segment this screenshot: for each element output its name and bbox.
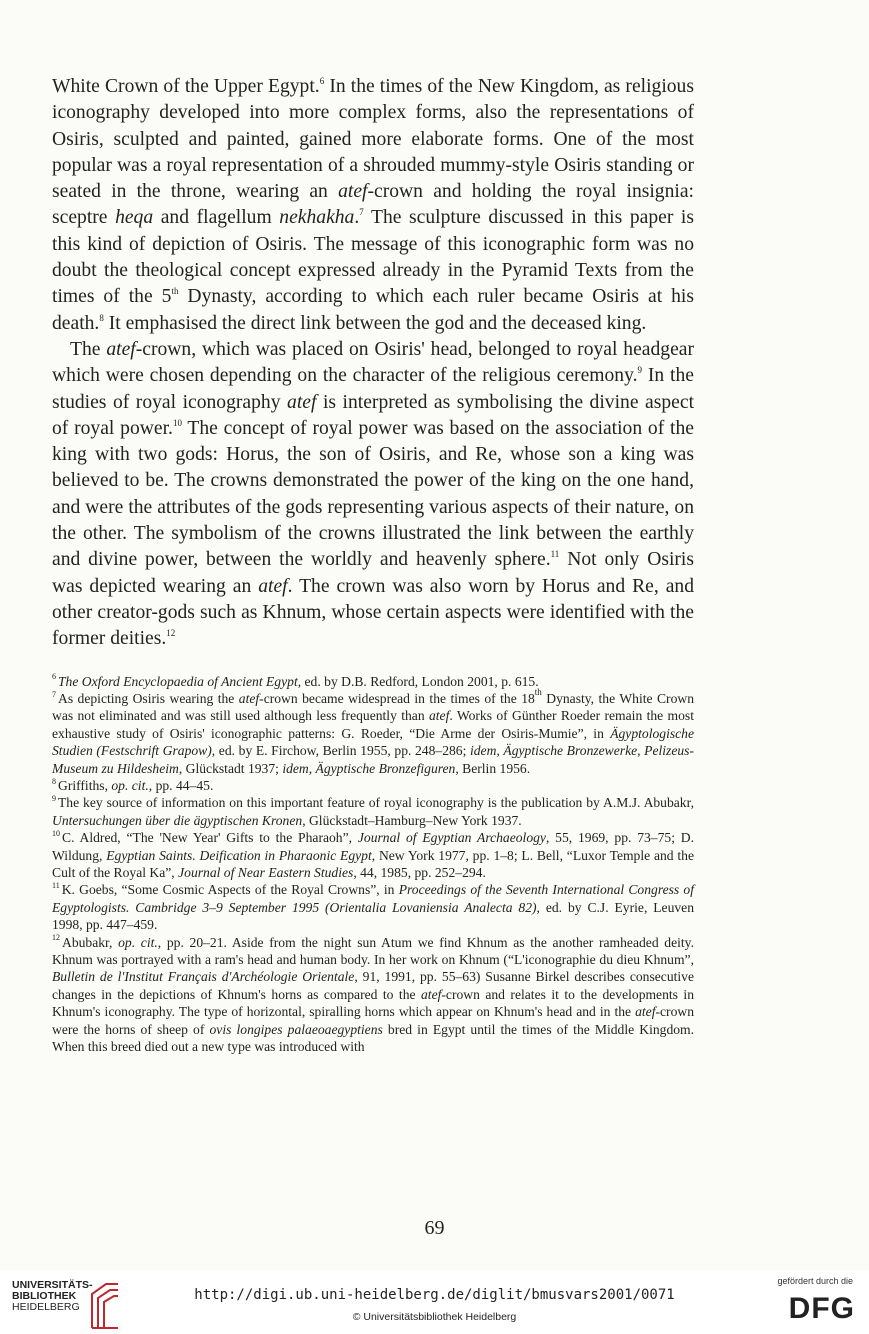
text-run: , Berlin 1956. bbox=[455, 760, 531, 776]
text-run: In the studies of royal iconography bbox=[52, 365, 694, 413]
italic-text: Proceedings of the Seventh International Congress of Egyptologists. Cambridge 3–9 September 1995 (Orientalia Lovaniensia Analecta 82) bbox=[52, 882, 695, 915]
text-run: . bbox=[354, 207, 360, 229]
italic-text: atef bbox=[635, 1004, 656, 1020]
italic-text: Ägyptologische Studien (Festschrift Grapow) bbox=[52, 725, 694, 759]
text-run: , pp. 44–45. bbox=[148, 777, 214, 793]
italic-text: atef bbox=[338, 181, 368, 203]
library-name-line3: HEIDELBERG bbox=[12, 1301, 80, 1313]
italic-text: The Oxford Encyclopaedia of Ancient Egypt bbox=[58, 673, 298, 689]
text-run: , 44, 1985, pp. 252–294. bbox=[353, 865, 486, 880]
footnote-ref: 8 bbox=[99, 312, 104, 323]
italic-text: heqa bbox=[115, 207, 154, 229]
text-run: -crown, which was placed on Osiris' head, belonged to royal headgear which were chosen depending on the character of the religious ceremony. bbox=[52, 338, 694, 387]
footnote-ref: 12 bbox=[166, 628, 176, 639]
text-run: . The crown was also worn by Horus and Re, and other creator-gods such as Khnum, whose certain aspects were identified with the former deities. bbox=[52, 575, 694, 650]
italic-text: Untersuchungen über die ägyptischen Kronen bbox=[52, 812, 303, 828]
text-run: Dynasty, according to which each ruler became Osiris at his death. bbox=[52, 286, 695, 334]
footnote-number: 12 bbox=[52, 933, 60, 943]
footnote-ref: th bbox=[534, 686, 542, 697]
italic-text: Bulletin de l'Institut Français d'Archéologie Orientale bbox=[52, 969, 355, 985]
page-number: 69 bbox=[424, 1217, 445, 1239]
text-run: Not only Osiris was depicted wearing an bbox=[52, 549, 695, 597]
text-run: , ed. by C.J. Eyrie, Leuven 1998, pp. 447–459. bbox=[52, 899, 694, 933]
library-name-line1: UNIVERSITÄTS- bbox=[12, 1279, 93, 1291]
text-run: K. Goebs, “Some Cosmic Aspects of the Royal Crowns”, in bbox=[61, 882, 399, 898]
italic-text: atef bbox=[287, 391, 317, 413]
text-run: The key source of information on this important feature of royal iconography is the publication by A.M.J. Abubakr, bbox=[58, 795, 694, 811]
italic-text: idem, Ägyptische Bronzefiguren bbox=[282, 760, 456, 776]
italic-text: Journal of Near Eastern Studies bbox=[178, 865, 354, 880]
text-run: Abubakr, bbox=[62, 934, 119, 950]
italic-text: atef bbox=[428, 708, 450, 724]
italic-text: idem, Ägyptische Bronzewerke, Pelizeus-Museum zu Hildesheim bbox=[52, 743, 694, 776]
text-run: As depicting Osiris wearing the bbox=[58, 690, 239, 706]
footnote-number: 7 bbox=[52, 689, 56, 699]
footnote bbox=[52, 673, 694, 690]
text-run: , Glückstadt–Hamburg–New York 1937. bbox=[302, 812, 522, 828]
dfg-logo[interactable]: DFG bbox=[788, 1292, 855, 1325]
text-run: , ed. by E. Firchow, Berlin 1955, pp. 248–286; bbox=[211, 743, 470, 759]
text-run: -crown were the horns of sheep of bbox=[52, 1004, 694, 1037]
text-run: and flagellum bbox=[153, 207, 280, 229]
footnote-number: 10 bbox=[52, 828, 60, 838]
text-run: The sculpture discussed in this paper is this kind of depiction of Osiris. The message of this iconographic form was no doubt the theological concept expressed already in the Pyramid Texts from the times of the 5 bbox=[52, 207, 694, 308]
text-run: . Works of Günther Roeder remain the most exhaustive study of Osiris' iconographic patterns: G. Roeder, “Die Arme der Osiris-Mumie”, in bbox=[52, 708, 694, 741]
text-run: , 91, 1991, pp. 55–63) Susanne Birkel describes consecutive changes in the depictions of Khnum's horns as compared to the bbox=[52, 969, 694, 1002]
text-run: , pp. 20–21. Aside from the night sun Atum we find Khnum as the another ramheaded deity. Khnum was portrayed with a ram's head and human body. In her work on Khnum (“L'iconographie du dieu Khnum”, bbox=[52, 934, 694, 968]
text-run: Dynasty, the White Crown was not eliminated and was still used although less frequently than bbox=[52, 690, 694, 724]
footnote-number: 6 bbox=[52, 672, 56, 682]
footnote-ref: 11 bbox=[550, 549, 560, 560]
text-run: -crown and relates it to the developments in Khnum's iconography. The type of horizontal, spiralling horns which appear on Khnum's head and in the bbox=[52, 986, 694, 1020]
text-run: White Crown of the Upper Egypt. bbox=[52, 76, 320, 97]
text-run: In the times of the New Kingdom, as religious iconography developed into more complex forms, also the representations of Osiris, sculpted and painted, gained more elaborate forms. One of the most popular was a royal representation of a shrouded mummy-style Osiris standing or seated in the throne, wearing an bbox=[52, 76, 694, 203]
footnote bbox=[52, 881, 694, 933]
text-run: Griffiths, bbox=[58, 777, 112, 793]
text-run: , 55, 1969, pp. 73–75; D. Wildung, bbox=[52, 830, 695, 863]
text-run: -crown and holding the royal insignia: sceptre bbox=[52, 181, 694, 229]
footnote bbox=[52, 934, 694, 1056]
text-run: The concept of royal power was based on the association of the king with two gods: Horus, the son of Osiris, and Re, whose son a king was believed to be. The crowns demonstrated the power of the king on the one hand, and were the attributes of the gods representing various aspects of their nature, on the other. The symbolism of the crowns illustrated the link between the earthly and divine power, between the worldly and heavenly sphere. bbox=[52, 417, 694, 571]
italic-text: atef bbox=[238, 690, 260, 706]
footnote bbox=[52, 777, 694, 794]
text-run: bred in Egypt until the times of the Middle Kingdom. When this breed died out a new type was introduced with bbox=[52, 1021, 695, 1055]
text-run: , ed. by D.B. Redford, London 2001, p. 615. bbox=[297, 673, 539, 689]
italic-text: Egyptian Saints. Deification in Pharaonic Egypt bbox=[106, 847, 372, 863]
footnote bbox=[52, 686, 694, 777]
text-run: C. Aldred, “The 'New Year' Gifts to the Pharaoh”, bbox=[62, 830, 358, 846]
footnote bbox=[52, 794, 694, 829]
copyright-notice: © Universitätsbibliothek Heidelberg bbox=[352, 1311, 517, 1323]
funded-by-label: gefördert durch die bbox=[777, 1276, 853, 1286]
text-run: , New York 1977, pp. 1–8; L. Bell, “Luxor Temple and the Cult of the Royal Ka”, bbox=[52, 847, 694, 880]
italic-text: atef bbox=[106, 338, 136, 360]
body-paragraph-1 bbox=[52, 74, 694, 337]
footer-bar bbox=[0, 1270, 869, 1334]
footnote-ref: 9 bbox=[637, 365, 643, 376]
page-content bbox=[52, 74, 694, 1055]
italic-text: Journal of Egyptian Archaeology bbox=[357, 830, 546, 846]
footnotes bbox=[52, 673, 694, 1056]
footnote bbox=[52, 829, 694, 881]
italic-text: op. cit. bbox=[111, 777, 149, 793]
text-run: -crown became widespread in the times of the 18 bbox=[259, 690, 535, 706]
footnote-ref: 6 bbox=[319, 75, 325, 86]
italic-text: atef bbox=[258, 575, 288, 597]
footnote-number: 9 bbox=[52, 793, 56, 803]
footnote-number: 8 bbox=[52, 776, 56, 786]
italic-text: ovis longipes palaeoaegyptiens bbox=[209, 1021, 383, 1037]
text-run: It emphasised the direct link between the god and the deceased king. bbox=[103, 312, 647, 334]
footnote-ref: 10 bbox=[172, 417, 182, 428]
library-name-line2: BIBLIOTHEK bbox=[12, 1290, 77, 1302]
text-run: is interpreted as symbolising the divine aspect of royal power. bbox=[52, 391, 695, 439]
footnote-number: 11 bbox=[52, 881, 60, 891]
text-run: The bbox=[70, 338, 107, 360]
document-url-link[interactable]: http://digi.ub.uni-heidelberg.de/diglit/bmusvars2001/0071 bbox=[194, 1287, 675, 1303]
body-paragraph-2 bbox=[52, 337, 694, 653]
italic-text: atef bbox=[421, 986, 442, 1002]
footnote-ref: th bbox=[171, 286, 179, 297]
italic-text: nekhakha bbox=[279, 207, 355, 229]
text-run: , Glückstadt 1937; bbox=[178, 760, 283, 776]
footnote-ref: 7 bbox=[359, 207, 364, 218]
italic-text: op. cit. bbox=[118, 934, 158, 950]
